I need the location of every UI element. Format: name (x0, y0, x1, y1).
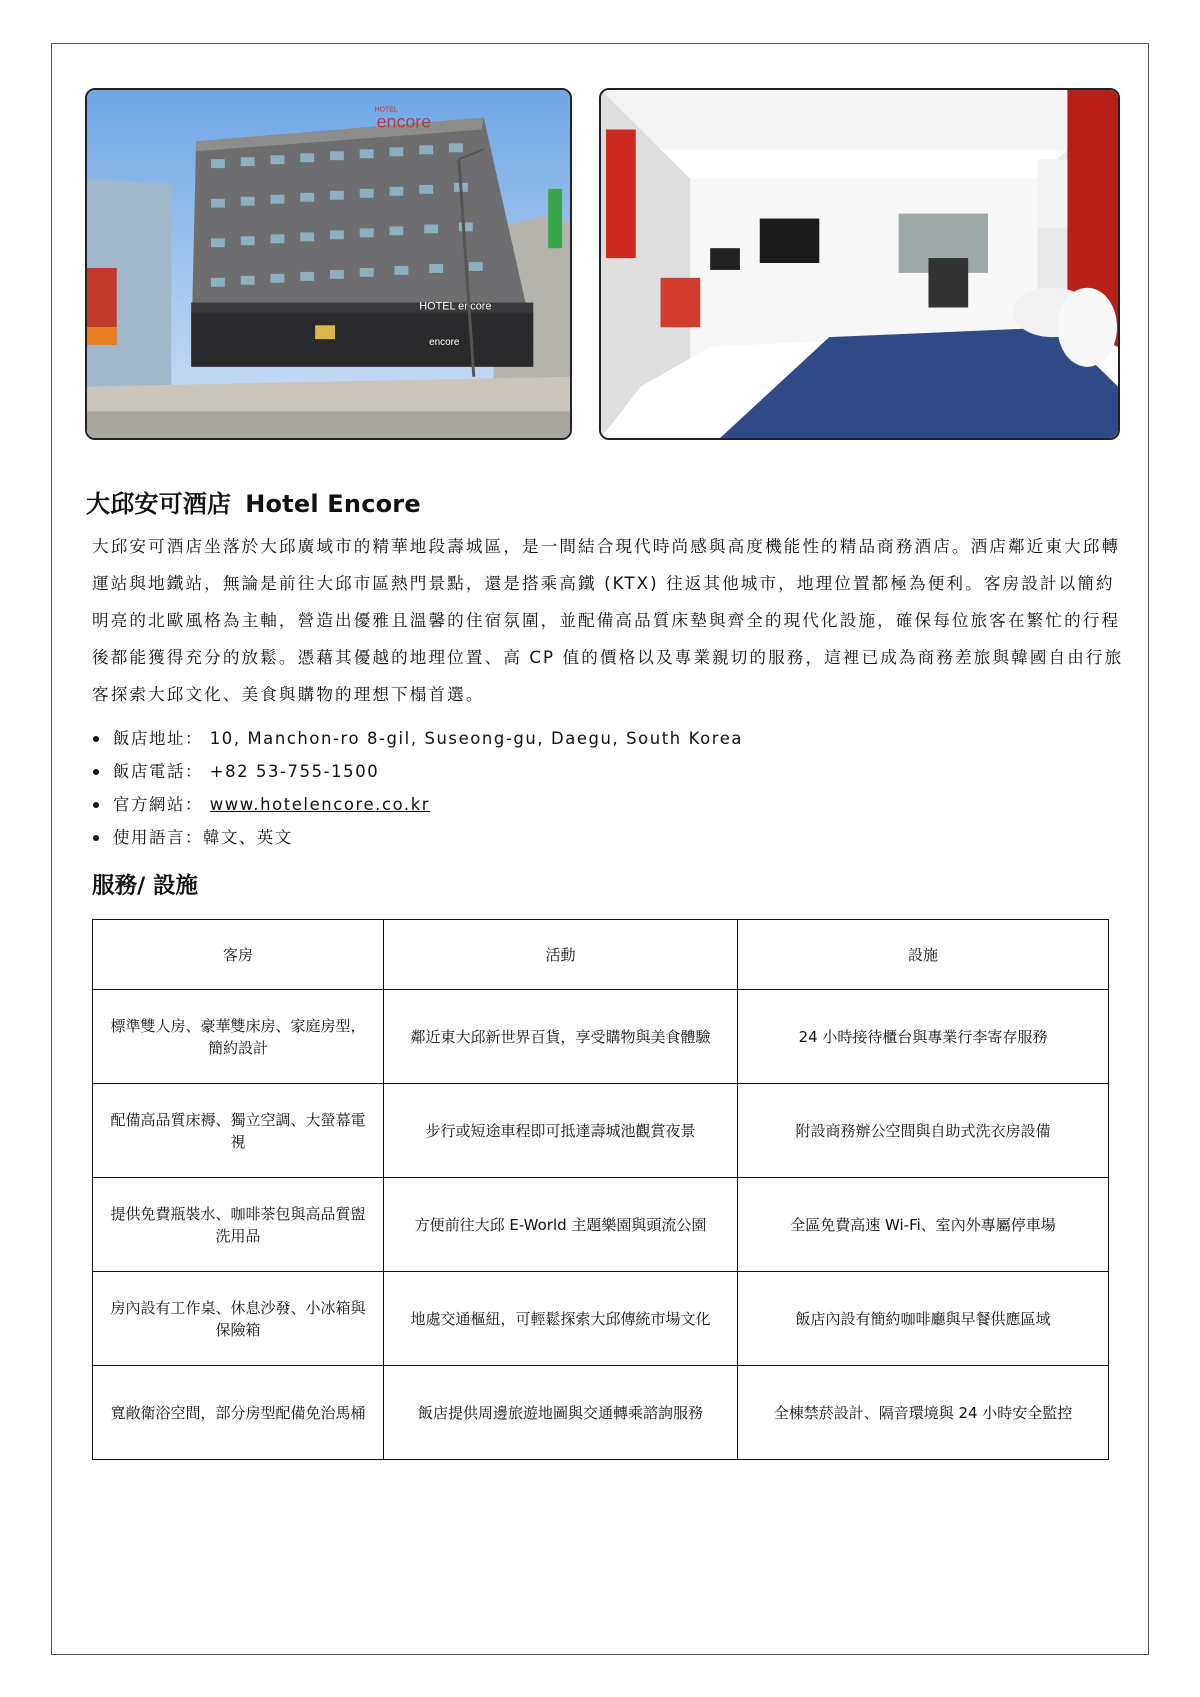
column-header-rooms: 客房 (93, 920, 384, 990)
hotel-info-list (92, 722, 743, 854)
table-row (93, 1084, 1109, 1178)
phone-label: 飯店電話： (113, 762, 203, 781)
website-label: 官方網站： (113, 795, 203, 814)
column-header-facilities: 設施 (738, 920, 1109, 990)
hotel-room-photo (599, 88, 1120, 440)
table-cell: 房內設有工作桌、休息沙發、小冰箱與保險箱 (93, 1272, 384, 1366)
table-cell: 附設商務辦公空間與自助式洗衣房設備 (738, 1084, 1109, 1178)
table-cell: 寬敞衛浴空間，部分房型配備免治馬桶 (93, 1366, 384, 1460)
table-row (93, 1366, 1109, 1460)
table-cell: 24 小時接待櫃台與專業行李寄存服務 (738, 990, 1109, 1084)
hotel-intro: 大邱安可酒店坐落於大邱廣域市的精華地段壽城區，是一間結合現代時尚感與高度機能性的精品商務酒店。酒店鄰近東大邱轉運站與地鐵站，無論是前往大邱市區熱門景點，還是搭乘高鐵 (KTX) 往返其他城市，地理位置都極為便利。客房設計以簡約明亮的北歐風格為主軸，營造出優雅且溫馨的住宿氛圍，並配備高品質床墊與齊全的現代化設施，確保每位旅客在繁忙的行程後都能獲得充分的放鬆。憑藉其優越的地理位置、高 CP 值的價格以及專業親切的服務，這裡已成為商務差旅與韓國自由行旅客探索大邱文化、美食與購物的理想下榻首選。 (92, 537, 1124, 704)
hotel-title (86, 484, 435, 519)
table-cell: 飯店內設有簡約咖啡廳與早餐供應區域 (738, 1272, 1109, 1366)
hotel-exterior-photo (85, 88, 572, 440)
address-item (92, 722, 743, 755)
hotel-title-zh: 大邱安可酒店 (86, 490, 232, 518)
table-cell: 鄰近東大邱新世界百貨，享受購物與美食體驗 (384, 990, 738, 1084)
phone-value: +82 53-755-1500 (209, 762, 380, 781)
facilities-table (92, 919, 1109, 1460)
exterior-sign-small: HOTEL (374, 106, 398, 114)
column-header-activities: 活動 (384, 920, 738, 990)
language-item (92, 821, 743, 854)
table-cell: 標準雙人房、豪華雙床房、家庭房型，簡約設計 (93, 990, 384, 1084)
exterior-sign-mid: HOTEL encore (419, 300, 492, 313)
address-value: 10, Manchon-ro 8-gil, Suseong-gu, Daegu, South Korea (209, 729, 744, 748)
table-row (93, 1178, 1109, 1272)
table-cell: 步行或短途車程即可抵達壽城池觀賞夜景 (384, 1084, 738, 1178)
table-row (93, 990, 1109, 1084)
table-cell: 全棟禁菸設計、隔音環境與 24 小時安全監控 (738, 1366, 1109, 1460)
section-title-services: 服務/ 設施 (92, 873, 199, 899)
exterior-sign-low: encore (429, 337, 460, 349)
website-item (92, 788, 743, 821)
address-label: 飯店地址： (113, 729, 203, 748)
table-cell: 配備高品質床褥、獨立空調、大螢幕電視 (93, 1084, 384, 1178)
hotel-title-en: Hotel Encore (245, 490, 421, 518)
phone-item (92, 755, 743, 788)
table-cell: 地處交通樞紐，可輕鬆探索大邱傳統市場文化 (384, 1272, 738, 1366)
table-cell: 飯店提供周邊旅遊地圖與交通轉乘諮詢服務 (384, 1366, 738, 1460)
exterior-sign-top: encore (376, 111, 432, 132)
table-cell: 提供免費瓶裝水、咖啡茶包與高品質盥洗用品 (93, 1178, 384, 1272)
table-row (93, 1272, 1109, 1366)
table-header-row (93, 920, 1109, 990)
website-link[interactable]: www.hotelencore.co.kr (209, 795, 431, 814)
language-text: 使用語言：韓文、英文 (113, 828, 293, 847)
table-cell: 方便前往大邱 E-World 主題樂園與頭流公園 (384, 1178, 738, 1272)
table-cell: 全區免費高速 Wi-Fi、室內外專屬停車場 (738, 1178, 1109, 1272)
